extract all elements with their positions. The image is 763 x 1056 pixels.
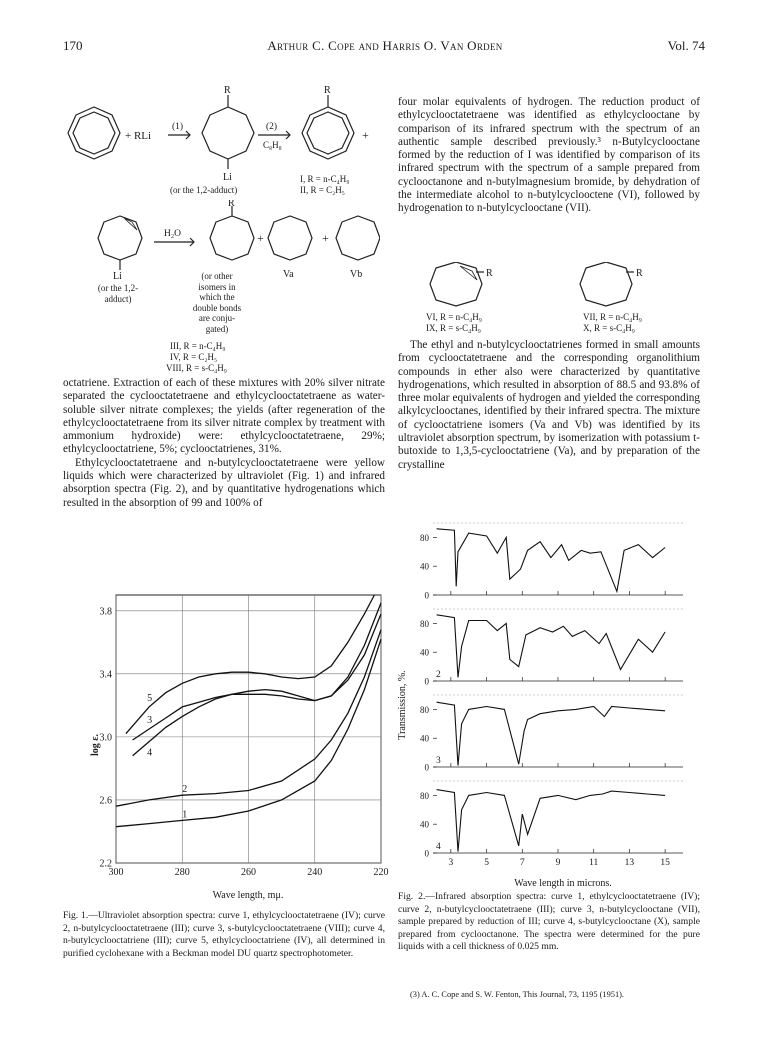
scheme2-plus1: +	[257, 231, 264, 245]
scheme2-plus2: +	[322, 231, 329, 245]
fig1-curve-5	[126, 595, 375, 734]
scheme1-step1: (1)	[172, 122, 184, 132]
scheme2-reagent: H₂O	[164, 229, 182, 239]
scheme2-adduct-note-1: (or the 1,2-	[97, 283, 139, 293]
isomers-note-line: which the	[199, 292, 235, 302]
compound-I-label: I, R = n-C₄H₉	[300, 174, 350, 184]
reaction-scheme-3	[420, 262, 700, 310]
fig2-xtick-label: 13	[624, 858, 635, 868]
fig2-ytick-label: 0	[424, 676, 429, 687]
compound-III-label: III, R = n-C₄H₉	[170, 341, 226, 351]
scheme1-r-left: R	[224, 85, 231, 96]
scheme1-li: Li	[223, 172, 232, 183]
compound-IX-label: IX, R = s-C₄H₉	[426, 323, 481, 333]
fig2-ylabel: Transmission, %.	[397, 670, 408, 740]
left-paragraph-2: Ethylcyclooctatetraene and n-butylcyclooctatetraene were yellow liquids which were characterized by ultraviolet (Fig. 1) and infrared absorption spectra (Fig. 2), and by quantitative hydrogenations which resulted in the absorption of 99 and 100% of	[63, 456, 385, 509]
isomers-note-line: are conju-	[198, 313, 236, 323]
right-column-text-mid	[398, 339, 700, 472]
label-va: Va	[283, 269, 294, 280]
scheme1-step2: (2)	[266, 122, 278, 132]
fig1-xtick-label: 240	[307, 867, 323, 878]
footnote: (3) A. C. Cope and S. W. Fenton, This Journal, 73, 1195 (1951).	[410, 990, 625, 999]
fig2-ytick-label: 0	[424, 762, 429, 773]
fig2-ytick-label: 80	[420, 704, 429, 715]
fig2-ytick-label: 80	[420, 790, 429, 801]
reaction-scheme-1	[60, 85, 380, 205]
fig2-curve-3	[437, 702, 665, 765]
fig1-curve-label: 2	[182, 784, 188, 796]
compound-VIII-label: VIII, R = s-C₄H₉	[166, 363, 227, 373]
fig2-panel-label: 3	[436, 756, 441, 766]
fig1-ytick-label: 2.2	[99, 858, 112, 870]
scheme1-adduct-note: (or the 1,2-adduct)	[170, 185, 238, 195]
scheme1-plus: +	[362, 128, 369, 142]
fig1-curve-label: 3	[147, 715, 153, 726]
fig2-curve-2	[437, 615, 665, 678]
left-column-text	[63, 377, 385, 510]
fig2-panel-label: 2	[436, 670, 441, 680]
scheme2-adduct-note-2: adduct)	[104, 294, 132, 304]
fig2-curve-4	[437, 790, 665, 852]
fig2-xtick-label: 9	[555, 858, 561, 868]
fig2-ytick-label: 80	[420, 618, 429, 629]
fig1-xtick-label: 280	[174, 867, 190, 878]
fig2-panel-label: 4	[436, 842, 441, 852]
fig2-xtick-label: 11	[589, 858, 599, 868]
fig2-curve-1	[437, 529, 665, 592]
fig2-ytick-label: 40	[420, 647, 429, 658]
isomers-note-line: isomers in	[198, 281, 236, 292]
scheme1-reagent: C₈H₈	[263, 140, 282, 150]
compound-X-label: X, R = s-C₄H₉	[583, 323, 635, 333]
fig1-curve-label: 4	[147, 747, 153, 759]
fig1-xtick-label: 300	[108, 867, 124, 878]
fig2-ytick-label: 0	[424, 848, 429, 859]
label-vb: Vb	[350, 269, 363, 280]
right-column-text-top	[398, 96, 700, 216]
fig2-xtick-label: 3	[448, 858, 454, 868]
scheme3-r-right: R	[636, 268, 643, 279]
fig2-ir-chart	[385, 515, 695, 890]
fig1-xtick-label: 260	[241, 867, 256, 878]
scheme1-r-right: R	[324, 85, 331, 96]
scheme2-r: R	[228, 200, 235, 209]
right-paragraph-1: four molar equivalents of hydrogen. The reduction product of ethylcyclooctatetraene was identified as ethylcyclooctane by comparison of its infrared spectrum with the spectrum of an authentic sample described previously.³ n-Butylcyclooctane formed by the reduction of I was identified by comparison of its infrared spectrum with the spectrum of a sample prepared from cyclooctanone and n-butylmagnesium bromide, by dehydration of the intermediate alcohol to n-butylcyclooctene (VI), followed by hydrogenation to n-butylcyclooctane (VII).	[398, 96, 700, 215]
fig2-ytick-label: 40	[420, 819, 429, 830]
fig1-ytick-label: 3.0	[99, 732, 112, 744]
isomers-note-line: gated)	[205, 323, 229, 334]
fig1-uv-chart	[80, 590, 390, 908]
left-paragraph-1: octatriene. Extraction of each of these mixtures with 20% silver nitrate separated the cyclooctatetraene and ethylcyclooctatetraene as water-soluble silver nitrate complexes; the yields (after regeneration of the ethylcyclooctatetraene from its silver nitrate complex by treatment with ammonium hydroxide) were: ethylcyclooctatetraene, 29%; ethylcyclooctatriene, 5%; cyclooctatrienes, 31%.	[63, 377, 385, 456]
compound-II-label: II, R = C₂H₅	[300, 185, 345, 195]
fig2-panels	[420, 523, 683, 868]
compound-VII-label: VII, R = n-C₄H₉	[583, 312, 642, 322]
fig1-curve-label: 1	[182, 809, 188, 821]
fig1-xtick-label: 220	[373, 867, 389, 878]
fig2-ytick-label: 40	[420, 733, 429, 744]
right-paragraph-2: The ethyl and n-butylcyclooctatrienes formed in small amounts from cyclooctatetraene and the corresponding organolithium compounds in ether also were characterized by quantitative hydrogenations, which resulted in absorption of 88.5 and 93.8% of three molar equivalents of hydrogen and yielded the corresponding alkylcyclooctanes, identified by their infrared spectra. The mixture of cyclooctatriene isomers (Va and Vb) was identified by its ultraviolet absorption spectrum, by isomerization with potassium t-butoxide to 1,3,5-cyclooctatriene (Va), and by preparation of the crystalline	[398, 339, 700, 471]
isomers-note	[182, 271, 252, 334]
fig2-ytick-label: 40	[420, 561, 429, 572]
running-title: Arthur C. Cope and Harris O. Van Orden	[267, 38, 503, 53]
fig1-ytick-label: 2.6	[99, 795, 112, 807]
fig2-xlabel: Wave length in microns.	[514, 878, 612, 889]
volume-label: Vol. 74	[667, 38, 705, 53]
fig2-xtick-label: 5	[484, 858, 489, 868]
fig2-xtick-label: 7	[519, 858, 525, 868]
fig2-ytick-label: 0	[424, 590, 429, 601]
fig1-xlabel: Wave length, mμ.	[212, 890, 284, 901]
reaction-scheme-2	[60, 200, 380, 272]
isomers-note-line: (or other	[201, 271, 233, 281]
fig1-caption: Fig. 1.—Ultraviolet absorption spectra: curve 1, ethylcyclooctatetraene (IV); curve 2, n-butylcyclooctatetraene (III); curve 3, s-butylcyclooctatetraene (VIII); curve 4, n-butylcyclooctatriene (III); curve 5, ethylcyclooctatriene (IV), all determined in purified cyclohexane with a Beckman model DU quartz spectrophotometer.	[63, 910, 385, 959]
fig1-ytick-label: 3.4	[99, 669, 112, 681]
fig1-ylabel: log ε.	[90, 733, 101, 757]
page-number: 170	[63, 38, 83, 53]
fig2-caption: Fig. 2.—Infrared absorption spectra: curve 1, ethylcyclooctatetraene (IV); curve 2, n-butylcyclooctatetraene (III); curve 3, n-butylcyclooctane (VII), sample prepared by reduction of III; curve 4, s-butylcyclooctane (X), sample prepared from cyclooctanone. The spectra were determined for the pure liquids with a cell thickness of 0.025 mm.	[398, 891, 700, 953]
compound-VI-label: VI, R = n-C₄H₉	[426, 312, 482, 322]
fig1-ytick-label: 3.8	[99, 606, 112, 618]
scheme2-li: Li	[113, 271, 122, 282]
isomers-note-line: double bonds	[192, 302, 242, 313]
fig1-curve-4	[133, 603, 381, 756]
compound-IV-label: IV, R = C₂H₅	[170, 352, 218, 362]
fig1-curve-label: 5	[147, 692, 153, 704]
fig2-ytick-label: 80	[420, 532, 429, 543]
fig2-xtick-label: 15	[660, 858, 670, 868]
scheme3-r-left: R	[486, 268, 493, 279]
scheme1-plus-rli: + RLi	[125, 130, 152, 142]
